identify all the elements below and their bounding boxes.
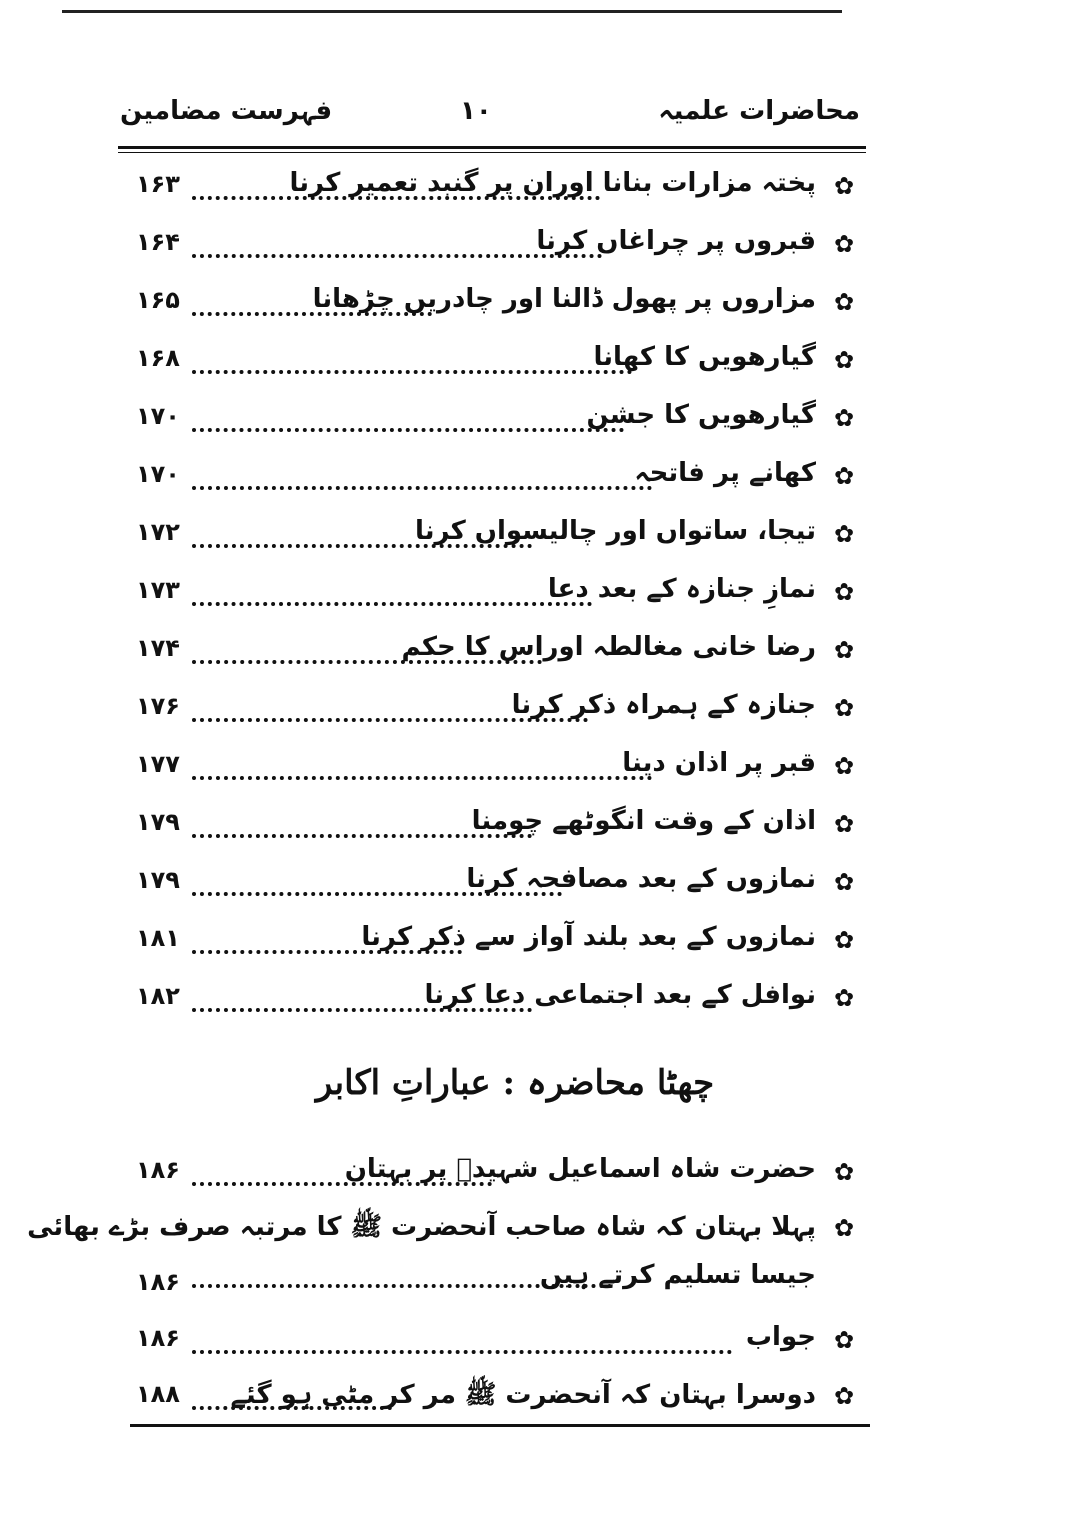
entry-page: ۱۷۷: [136, 750, 180, 778]
toc-entry[interactable]: [130, 1318, 856, 1368]
toc-entry[interactable]: [130, 222, 856, 272]
toc-entry[interactable]: [130, 686, 856, 736]
dot-leader: [192, 482, 652, 490]
section-heading: چھٹا محاضرہ : عباراتِ اکابر: [315, 1063, 715, 1103]
flower-bullet-icon: ✿: [833, 694, 855, 722]
flower-bullet-icon: ✿: [833, 230, 855, 258]
toc-entry[interactable]: [130, 164, 856, 214]
toc-entry[interactable]: [130, 454, 856, 504]
bottom-rule: [130, 1424, 870, 1427]
toc-entry[interactable]: [130, 628, 856, 678]
toc-entry[interactable]: [130, 1374, 856, 1424]
entry-title: حضرت شاہ اسماعیل شہیدؒ پر بہتان: [344, 1154, 816, 1184]
dot-leader: [192, 366, 632, 374]
dot-leader: [192, 540, 532, 548]
entry-title: رضا خانی مغالطہ اوراس کا حکم: [401, 632, 816, 662]
dot-leader: [192, 1402, 392, 1410]
entry-page: ۱۷۶: [136, 692, 180, 720]
top-border-line: [62, 10, 842, 13]
toc-entry[interactable]: [130, 512, 856, 562]
flower-bullet-icon: ✿: [833, 172, 855, 200]
entry-page: ۱۸۱: [136, 924, 180, 952]
flower-bullet-icon: ✿: [833, 636, 855, 664]
dot-leader: [192, 772, 652, 780]
flower-bullet-icon: ✿: [833, 1214, 855, 1242]
entry-page: ۱۸۸: [136, 1380, 180, 1408]
entry-page: ۱۸۶: [136, 1156, 180, 1184]
entry-title: گیارھویں کا جشن: [586, 400, 816, 430]
page-number: ۱۰: [460, 96, 492, 126]
entry-title: جنازہ کے ہمراہ ذکر کرنا: [511, 690, 816, 720]
entry-title: نمازوں کے بعد مصافحہ کرنا: [466, 864, 816, 894]
entry-title: جواب: [745, 1322, 816, 1352]
entry-title: نوافل کے بعد اجتماعی دعا کرنا: [424, 980, 816, 1010]
entry-page: ۱۷۲: [136, 518, 180, 546]
entry-title: اذان کے وقت انگوٹھے چومنا: [471, 806, 816, 836]
flower-bullet-icon: ✿: [833, 1158, 855, 1186]
dot-leader: [192, 1346, 732, 1354]
flower-bullet-icon: ✿: [833, 1382, 855, 1410]
dot-leader: [192, 1178, 492, 1186]
flower-bullet-icon: ✿: [833, 520, 855, 548]
entry-page: ۱۷۹: [136, 866, 180, 894]
dot-leader: [192, 598, 592, 606]
flower-bullet-icon: ✿: [833, 810, 855, 838]
entry-page: ۱۷۰: [136, 460, 180, 488]
dot-leader: [192, 1280, 612, 1288]
flower-bullet-icon: ✿: [833, 346, 855, 374]
entry-title: قبروں پر چراغاں کرنا: [536, 226, 816, 256]
header-rule-thin: [118, 152, 866, 153]
entry-title: دوسرا بہتان کہ آنحضرت ﷺ مر کر مٹی ہو گئے: [230, 1380, 816, 1410]
entry-title: کھانے پر فاتحہ: [634, 458, 816, 488]
header-rule: [118, 146, 866, 149]
entry-title: مزاروں پر پھول ڈالنا اور چادریں چڑھانا: [312, 284, 816, 314]
dot-leader: [192, 714, 588, 722]
dot-leader: [192, 830, 532, 838]
entry-title: قبر پر اذان دینا: [622, 748, 816, 778]
entry-title: پہلا بہتان کہ شاہ صاحب آنحضرت ﷺ کا مرتبہ صرف بڑے بھائی: [27, 1212, 816, 1242]
dot-leader: [192, 424, 624, 432]
entry-title: تیجا، ساتواں اور چالیسواں کرنا: [414, 516, 816, 546]
entry-page: ۱۷۰: [136, 402, 180, 430]
section-title: فہرست مضامین: [120, 96, 333, 126]
entry-title: نمازوں کے بعد بلند آواز سے ذکر کرنا: [361, 922, 816, 952]
toc-entry[interactable]: [130, 860, 856, 910]
entry-page: ۱۶۵: [136, 286, 180, 314]
flower-bullet-icon: ✿: [833, 1326, 855, 1354]
flower-bullet-icon: ✿: [833, 404, 855, 432]
entry-page: ۱۷۴: [136, 634, 180, 662]
toc-entry[interactable]: [130, 280, 856, 330]
toc-entry[interactable]: [130, 918, 856, 968]
entry-title: گیارھویں کا کھانا: [593, 342, 816, 372]
toc-entry[interactable]: [130, 570, 856, 620]
flower-bullet-icon: ✿: [833, 578, 855, 606]
entry-page: ۱۶۳: [136, 170, 180, 198]
toc-entry[interactable]: [130, 802, 856, 852]
flower-bullet-icon: ✿: [833, 462, 855, 490]
flower-bullet-icon: ✿: [833, 752, 855, 780]
flower-bullet-icon: ✿: [833, 288, 855, 316]
toc-entry[interactable]: [130, 338, 856, 388]
dot-leader: [192, 946, 462, 954]
entry-title-continued: جیسا تسلیم کرتے ہیں: [539, 1260, 816, 1290]
entry-page: ۱۸۶: [136, 1268, 180, 1296]
flower-bullet-icon: ✿: [833, 984, 855, 1012]
entry-page: ۱۶۴: [136, 228, 180, 256]
entry-page: ۱۶۸: [136, 344, 180, 372]
flower-bullet-icon: ✿: [833, 926, 855, 954]
dot-leader: [192, 308, 432, 316]
toc-entry[interactable]: [27, 1206, 856, 1316]
dot-leader: [192, 656, 542, 664]
toc-entry[interactable]: [130, 976, 856, 1026]
dot-leader: [192, 250, 602, 258]
toc-entry[interactable]: [130, 396, 856, 446]
entry-page: ۱۸۲: [136, 982, 180, 1010]
entry-title: نمازِ جنازہ کے بعد دعا: [547, 574, 816, 604]
toc-entry[interactable]: [130, 744, 856, 794]
entry-page: ۱۸۶: [136, 1324, 180, 1352]
page-header: [110, 96, 860, 140]
dot-leader: [192, 888, 562, 896]
book-title: محاضرات علمیہ: [658, 96, 860, 126]
entry-title: پختہ مزارات بنانا اوران پر گنبد تعمیر کرنا: [289, 168, 816, 198]
entry-page: ۱۷۹: [136, 808, 180, 836]
toc-entry[interactable]: [130, 1150, 856, 1200]
entry-page: ۱۷۳: [136, 576, 180, 604]
dot-leader: [192, 192, 600, 200]
flower-bullet-icon: ✿: [833, 868, 855, 896]
dot-leader: [192, 1004, 532, 1012]
